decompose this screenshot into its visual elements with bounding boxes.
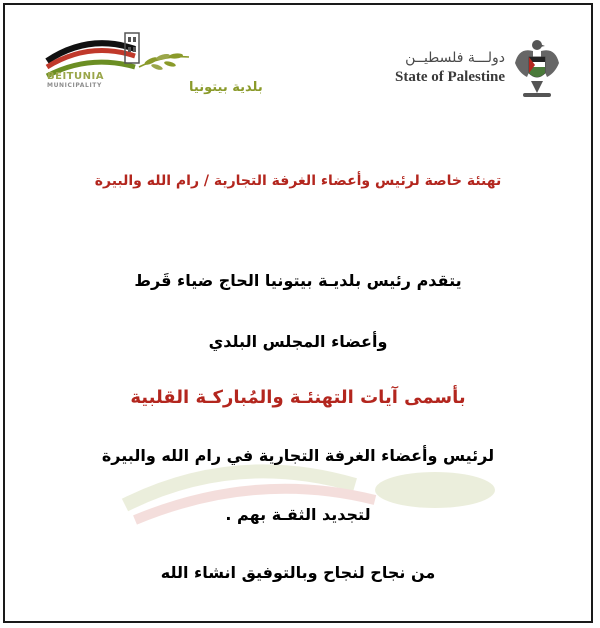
state-name-ar: دولـــة فلسطيــن [405,50,505,66]
letter-line-2: وأعضاء المجلس البلدي [208,332,388,351]
state-name-en: State of Palestine [395,69,505,85]
letter-line-1: يتقدم رئيس بلديـة بيتونيا الحاج ضياء قَرط [134,271,462,290]
logo-arabic-name: بلدية بيتونيا [189,80,263,95]
letter-title: تهنئة خاصة لرئيس وأعضاء الغرفة التجارية / رام الله والبيرة [94,173,502,189]
letter-line-3-highlight: بأسمى آيات التهنئـة والمُباركـة القلبية [130,387,466,408]
logo-english-name [47,72,104,90]
letter-line-4: لرئيس وأعضاء الغرفة التجارية في رام الله والبيرة [101,446,495,465]
state-name-block [395,50,505,86]
document-frame [3,3,593,623]
eagle-emblem-icon [513,33,561,103]
logo-sub-en: MUNICIPALITY [47,82,102,89]
logo-name-en: BEITUNIA [47,71,104,82]
letter-line-5: لتجديد الثقـة بهم . [225,505,371,524]
letter-line-6: من نجاح لنجاح وبالتوفيق انشاء الله [160,563,436,582]
